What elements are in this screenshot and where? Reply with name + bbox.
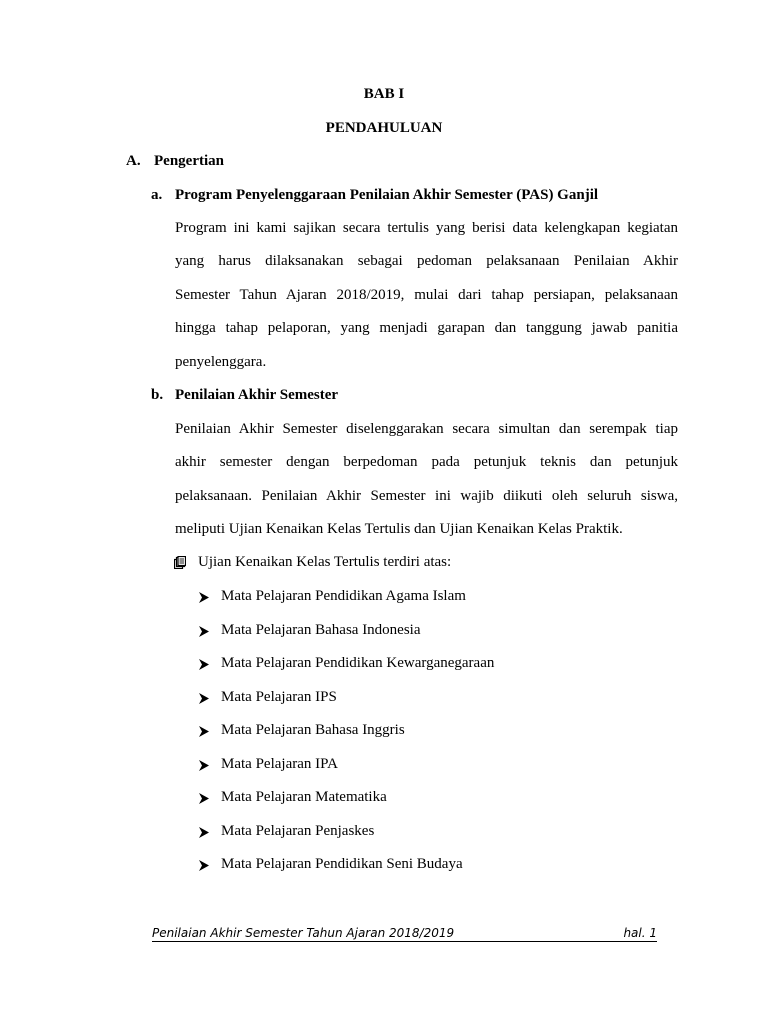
section-a-title: Pengertian [154, 153, 224, 169]
book-bullet-icon [174, 556, 186, 569]
subject-label: Mata Pelajaran Pendidikan Agama Islam [221, 588, 466, 604]
subsection-b-marker: b. [151, 387, 164, 403]
subject-list-item [199, 689, 337, 706]
paragraph-line: pelaksanaan. Penilaian Akhir Semester ini wajib diikuti oleh seluruh siswa, [175, 487, 678, 504]
paragraph-line: penyelenggara. [175, 353, 267, 370]
arrow-bullet-icon [199, 625, 209, 636]
paragraph-line: meliputi Ujian Kenaikan Kelas Tertulis dan Ujian Kenaikan Kelas Praktik. [175, 521, 623, 538]
paragraph-line: hingga tahap pelaporan, yang menjadi garapan dan tanggung jawab panitia [175, 320, 678, 337]
chapter-title: PENDAHULUAN [325, 120, 443, 136]
arrow-bullet-icon [199, 826, 209, 837]
subject-list-item [199, 856, 463, 873]
subsection-a-title: Program Penyelenggaraan Penilaian Akhir Semester (PAS) Ganjil [175, 187, 599, 203]
arrow-bullet-icon [199, 591, 209, 602]
subject-list-item [199, 823, 374, 840]
written-exam-item [174, 554, 451, 571]
subject-list-item [199, 722, 405, 739]
subject-list-item [199, 756, 338, 773]
paragraph-line: Program ini kami sajikan secara tertulis yang berisi data kelengkapan kegiatan [175, 220, 678, 236]
footer-rule [152, 941, 657, 942]
paragraph-line: Semester Tahun Ajaran 2018/2019, mulai dari tahap persiapan, pelaksanaan [175, 286, 678, 303]
subject-label: Mata Pelajaran IPA [221, 755, 338, 772]
subject-label: Mata Pelajaran IPS [221, 688, 337, 705]
subject-list-item [199, 789, 387, 806]
page-number: hal. 1 [623, 926, 657, 940]
page-footer [152, 926, 657, 940]
paragraph-line: akhir semester dengan berpedoman pada petunjuk teknis dan petunjuk [175, 454, 678, 471]
arrow-bullet-icon [199, 658, 209, 669]
chapter-number: BAB I [363, 86, 405, 102]
paragraph-line: yang harus dilaksanakan sebagai pedoman pelaksanaan Penilaian Akhir [175, 253, 678, 270]
subject-label: Mata Pelajaran Matematika [221, 789, 387, 805]
subject-list-item [199, 655, 494, 672]
arrow-bullet-icon [199, 859, 209, 870]
subject-list-item [199, 622, 421, 639]
paragraph-line: Penilaian Akhir Semester diselenggarakan secara simultan dan serempak tiap [175, 421, 678, 437]
subject-label: Mata Pelajaran Pendidikan Kewarganegaraan [221, 655, 495, 671]
subject-label: Mata Pelajaran Pendidikan Seni Budaya [221, 856, 463, 872]
subsection-b-paragraph [175, 413, 678, 547]
arrow-bullet-icon [199, 792, 209, 803]
arrow-bullet-icon [199, 692, 209, 703]
written-exam-label: Ujian Kenaikan Kelas Tertulis terdiri atas: [198, 554, 452, 570]
subsection-b-title: Penilaian Akhir Semester [175, 387, 339, 403]
subsection-a-marker: a. [151, 187, 163, 203]
arrow-bullet-icon [199, 759, 209, 770]
subject-label: Mata Pelajaran Bahasa Inggris [221, 722, 405, 738]
footer-title: Penilaian Akhir Semester Tahun Ajaran 2018/2019 [152, 926, 455, 940]
arrow-bullet-icon [199, 725, 209, 736]
subject-list-item [199, 588, 466, 605]
section-a-marker: A. [126, 153, 141, 169]
subject-label: Mata Pelajaran Penjaskes [221, 822, 375, 839]
subsection-a-paragraph [175, 212, 678, 379]
subject-label: Mata Pelajaran Bahasa Indonesia [221, 621, 421, 638]
